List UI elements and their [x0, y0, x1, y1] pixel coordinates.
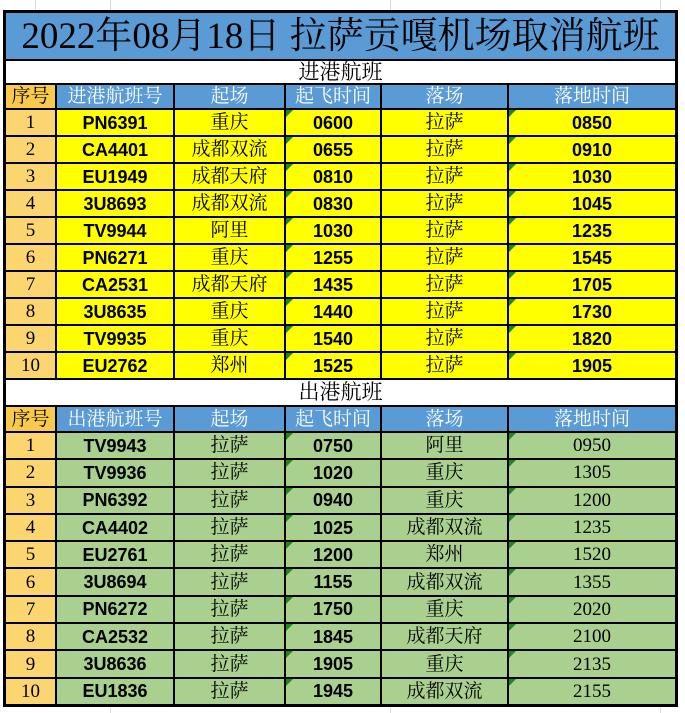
- arrival-time-cell: [509, 326, 675, 351]
- destination-cell: 重庆: [382, 488, 507, 513]
- origin-cell: 重庆: [175, 326, 284, 351]
- row-index-cell: 10: [6, 353, 55, 378]
- departure-time-cell: [286, 353, 380, 378]
- row-index-cell: 6: [6, 245, 55, 270]
- destination-cell: 成都双流: [382, 569, 507, 594]
- departure-time-cell: [286, 110, 380, 135]
- row-index-cell: 3: [6, 488, 55, 513]
- row-index-cell: 8: [6, 624, 55, 649]
- origin-cell: 成都双流: [175, 137, 284, 162]
- arrival-time-cell: [509, 272, 675, 297]
- gridline: [110, 0, 111, 10]
- departure-time-cell: [286, 679, 380, 704]
- destination-cell: 拉萨: [382, 353, 507, 378]
- departures-col-header-dep-time: 起飞时间: [286, 407, 380, 431]
- origin-cell: 重庆: [175, 110, 284, 135]
- time-text: 1235: [571, 220, 613, 241]
- departure-time-cell: [286, 624, 380, 649]
- cell-error-triangle-icon: [286, 488, 293, 495]
- destination-cell: 成都双流: [382, 679, 507, 704]
- cell-error-triangle-icon: [286, 218, 293, 225]
- arrival-time-cell: [509, 624, 675, 649]
- flight-number-cell: PN6392: [57, 488, 173, 513]
- origin-cell: 重庆: [175, 245, 284, 270]
- cell-error-triangle-icon: [509, 299, 516, 306]
- departure-time-cell: [286, 191, 380, 216]
- flight-number-cell: PN6271: [57, 245, 173, 270]
- flight-number-cell: CA2532: [57, 624, 173, 649]
- row-index-cell: 3: [6, 164, 55, 189]
- departures-col-header-flight: 出港航班号: [57, 407, 173, 431]
- time-text: 1435: [312, 274, 354, 295]
- origin-cell: 郑州: [175, 353, 284, 378]
- arrival-time-cell: [509, 597, 675, 622]
- destination-cell: 重庆: [382, 460, 507, 485]
- time-text: 1235: [573, 517, 611, 539]
- arrival-time-cell: [509, 433, 675, 458]
- origin-cell: 拉萨: [175, 597, 284, 622]
- time-text: 1155: [313, 572, 353, 593]
- cell-error-triangle-icon: [286, 245, 293, 252]
- destination-cell: 拉萨: [382, 272, 507, 297]
- arrivals-section-header: 进港航班: [6, 61, 675, 83]
- gridline: [660, 0, 661, 10]
- arrivals-col-header-dep-time: 起飞时间: [286, 85, 380, 108]
- time-text: 1705: [571, 274, 613, 295]
- flight-number-cell: PN6391: [57, 110, 173, 135]
- origin-cell: 拉萨: [175, 460, 284, 485]
- cell-error-triangle-icon: [509, 218, 516, 225]
- departure-time-cell: [286, 433, 380, 458]
- cell-error-triangle-icon: [509, 164, 516, 171]
- time-text: 1525: [312, 355, 354, 376]
- flight-number-cell: PN6272: [57, 597, 173, 622]
- departure-time-cell: [286, 326, 380, 351]
- departure-time-cell: [286, 299, 380, 324]
- row-index-cell: 9: [6, 326, 55, 351]
- time-text: 2100: [573, 626, 611, 648]
- origin-cell: 拉萨: [175, 542, 284, 567]
- destination-cell: 拉萨: [382, 164, 507, 189]
- cell-error-triangle-icon: [509, 515, 516, 522]
- cell-error-triangle-icon: [286, 515, 293, 522]
- arrival-time-cell: [509, 164, 675, 189]
- cell-error-triangle-icon: [286, 651, 293, 658]
- destination-cell: 拉萨: [382, 191, 507, 216]
- time-text: 1545: [571, 247, 613, 268]
- origin-cell: 重庆: [175, 299, 284, 324]
- cell-error-triangle-icon: [509, 542, 516, 549]
- gridline: [110, 707, 111, 713]
- cell-error-triangle-icon: [509, 597, 516, 604]
- cell-error-triangle-icon: [286, 597, 293, 604]
- time-text: 1730: [571, 301, 613, 322]
- origin-cell: 拉萨: [175, 679, 284, 704]
- cell-error-triangle-icon: [286, 326, 293, 333]
- cell-error-triangle-icon: [286, 542, 293, 549]
- row-index-cell: 6: [6, 569, 55, 594]
- time-text: 1045: [571, 193, 613, 214]
- cell-error-triangle-icon: [509, 569, 516, 576]
- time-text: 0655: [312, 139, 354, 160]
- time-text: 0950: [573, 435, 611, 457]
- arrival-time-cell: [509, 569, 675, 594]
- time-text: 1305: [573, 462, 611, 484]
- arrival-time-cell: [509, 542, 675, 567]
- row-index-cell: 1: [6, 110, 55, 135]
- origin-cell: 阿里: [175, 218, 284, 243]
- time-text: 1905: [312, 654, 354, 675]
- time-text: 2155: [573, 680, 611, 702]
- origin-cell: 拉萨: [175, 624, 284, 649]
- cell-error-triangle-icon: [286, 137, 293, 144]
- departure-time-cell: [286, 218, 380, 243]
- arrival-time-cell: [509, 137, 675, 162]
- arrivals-col-header-origin: 起场: [175, 85, 284, 108]
- destination-cell: 重庆: [382, 651, 507, 676]
- cell-error-triangle-icon: [509, 651, 516, 658]
- arrival-time-cell: [509, 110, 675, 135]
- row-index-cell: 7: [6, 272, 55, 297]
- cell-error-triangle-icon: [286, 272, 293, 279]
- flight-number-cell: CA4401: [57, 137, 173, 162]
- origin-cell: 拉萨: [175, 569, 284, 594]
- cell-error-triangle-icon: [509, 245, 516, 252]
- time-text: 0910: [571, 139, 613, 160]
- flight-number-cell: TV9944: [57, 218, 173, 243]
- time-text: 1945: [312, 681, 354, 702]
- departure-time-cell: [286, 597, 380, 622]
- cell-error-triangle-icon: [509, 137, 516, 144]
- time-text: 1540: [312, 328, 354, 349]
- row-index-cell: 4: [6, 191, 55, 216]
- row-index-cell: 1: [6, 433, 55, 458]
- destination-cell: 拉萨: [382, 218, 507, 243]
- cell-error-triangle-icon: [286, 191, 293, 198]
- flight-number-cell: 3U8635: [57, 299, 173, 324]
- flight-number-cell: EU1949: [57, 164, 173, 189]
- destination-cell: 成都双流: [382, 515, 507, 540]
- time-text: 2135: [573, 653, 611, 675]
- departure-time-cell: [286, 515, 380, 540]
- departure-time-cell: [286, 164, 380, 189]
- cell-error-triangle-icon: [509, 326, 516, 333]
- time-text: 1750: [312, 599, 354, 620]
- time-text: 1030: [312, 220, 354, 241]
- origin-cell: 成都天府: [175, 164, 284, 189]
- origin-cell: 成都天府: [175, 272, 284, 297]
- cell-error-triangle-icon: [509, 488, 516, 495]
- time-text: 0830: [312, 193, 354, 214]
- origin-cell: 拉萨: [175, 433, 284, 458]
- row-index-cell: 9: [6, 651, 55, 676]
- cell-error-triangle-icon: [286, 569, 293, 576]
- arrival-time-cell: [509, 353, 675, 378]
- time-text: 1030: [571, 166, 613, 187]
- row-index-cell: 10: [6, 679, 55, 704]
- time-text: 1845: [312, 626, 354, 647]
- cell-error-triangle-icon: [286, 164, 293, 171]
- departure-time-cell: [286, 137, 380, 162]
- time-text: 1200: [573, 489, 611, 511]
- gridline: [390, 707, 391, 713]
- cell-error-triangle-icon: [286, 624, 293, 631]
- flight-number-cell: 3U8693: [57, 191, 173, 216]
- flight-number-cell: 3U8636: [57, 651, 173, 676]
- cell-error-triangle-icon: [509, 110, 516, 117]
- arrivals-col-header-destination: 落场: [382, 85, 507, 108]
- destination-cell: 拉萨: [382, 137, 507, 162]
- row-index-cell: 5: [6, 218, 55, 243]
- departure-time-cell: [286, 272, 380, 297]
- departure-time-cell: [286, 542, 380, 567]
- cancelled-flights-table: [3, 10, 678, 707]
- time-text: 0750: [312, 435, 354, 456]
- arrival-time-cell: [509, 299, 675, 324]
- departure-time-cell: [286, 245, 380, 270]
- flight-number-cell: EU1836: [57, 679, 173, 704]
- time-text: 1905: [571, 355, 613, 376]
- flight-number-cell: EU2762: [57, 353, 173, 378]
- departures-section-header: 出港航班: [6, 380, 675, 405]
- arrivals-col-header-index: 序号: [6, 85, 55, 108]
- time-text: 0810: [312, 166, 354, 187]
- origin-cell: 拉萨: [175, 515, 284, 540]
- time-text: 1255: [312, 247, 354, 268]
- row-index-cell: 2: [6, 460, 55, 485]
- departure-time-cell: [286, 651, 380, 676]
- departure-time-cell: [286, 569, 380, 594]
- arrivals-col-header-arr-time: 落地时间: [509, 85, 675, 108]
- cell-error-triangle-icon: [509, 191, 516, 198]
- arrival-time-cell: [509, 488, 675, 513]
- gridline: [660, 707, 661, 713]
- arrival-time-cell: [509, 651, 675, 676]
- time-text: 1355: [573, 571, 611, 593]
- flight-number-cell: CA4402: [57, 515, 173, 540]
- time-text: 0940: [312, 490, 354, 511]
- departures-col-header-destination: 落场: [382, 407, 507, 431]
- destination-cell: 郑州: [382, 542, 507, 567]
- cell-error-triangle-icon: [286, 433, 293, 440]
- destination-cell: 拉萨: [382, 299, 507, 324]
- cell-error-triangle-icon: [286, 299, 293, 306]
- arrivals-col-header-flight: 进港航班号: [57, 85, 173, 108]
- time-text: 0850: [571, 112, 613, 133]
- time-text: 1440: [312, 301, 354, 322]
- flight-number-cell: EU2761: [57, 542, 173, 567]
- row-index-cell: 8: [6, 299, 55, 324]
- departure-time-cell: [286, 488, 380, 513]
- cell-error-triangle-icon: [286, 110, 293, 117]
- row-index-cell: 7: [6, 597, 55, 622]
- origin-cell: 拉萨: [175, 651, 284, 676]
- cell-error-triangle-icon: [509, 272, 516, 279]
- flight-number-cell: 3U8694: [57, 569, 173, 594]
- destination-cell: 重庆: [382, 597, 507, 622]
- departure-time-cell: [286, 460, 380, 485]
- arrival-time-cell: [509, 679, 675, 704]
- time-text: 1200: [312, 544, 354, 565]
- time-text: 1520: [573, 544, 611, 566]
- cell-error-triangle-icon: [286, 460, 293, 467]
- origin-cell: 成都双流: [175, 191, 284, 216]
- cell-error-triangle-icon: [286, 353, 293, 360]
- departures-col-header-arr-time: 落地时间: [509, 407, 675, 431]
- cell-error-triangle-icon: [509, 433, 516, 440]
- arrival-time-cell: [509, 245, 675, 270]
- row-index-cell: 5: [6, 542, 55, 567]
- cell-error-triangle-icon: [509, 353, 516, 360]
- time-text: 1020: [312, 462, 354, 483]
- arrival-time-cell: [509, 460, 675, 485]
- cell-error-triangle-icon: [509, 624, 516, 631]
- destination-cell: 阿里: [382, 433, 507, 458]
- destination-cell: 拉萨: [382, 245, 507, 270]
- flight-number-cell: CA2531: [57, 272, 173, 297]
- arrival-time-cell: [509, 218, 675, 243]
- cell-error-triangle-icon: [286, 679, 293, 686]
- page-title: 2022年08月18日 拉萨贡嘎机场取消航班: [6, 13, 675, 59]
- cell-error-triangle-icon: [509, 460, 516, 467]
- row-index-cell: 2: [6, 137, 55, 162]
- time-text: 1820: [571, 328, 613, 349]
- flight-number-cell: TV9935: [57, 326, 173, 351]
- time-text: 2020: [573, 598, 611, 620]
- time-text: 1025: [312, 517, 354, 538]
- destination-cell: 成都天府: [382, 624, 507, 649]
- origin-cell: 拉萨: [175, 488, 284, 513]
- arrival-time-cell: [509, 515, 675, 540]
- flight-number-cell: TV9943: [57, 433, 173, 458]
- destination-cell: 拉萨: [382, 110, 507, 135]
- gridline: [35, 0, 36, 10]
- row-index-cell: 4: [6, 515, 55, 540]
- cell-error-triangle-icon: [509, 679, 516, 686]
- departures-col-header-index: 序号: [6, 407, 55, 431]
- flight-number-cell: TV9936: [57, 460, 173, 485]
- time-text: 0600: [312, 112, 354, 133]
- destination-cell: 拉萨: [382, 326, 507, 351]
- gridline: [390, 0, 391, 10]
- arrival-time-cell: [509, 191, 675, 216]
- departures-col-header-origin: 起场: [175, 407, 284, 431]
